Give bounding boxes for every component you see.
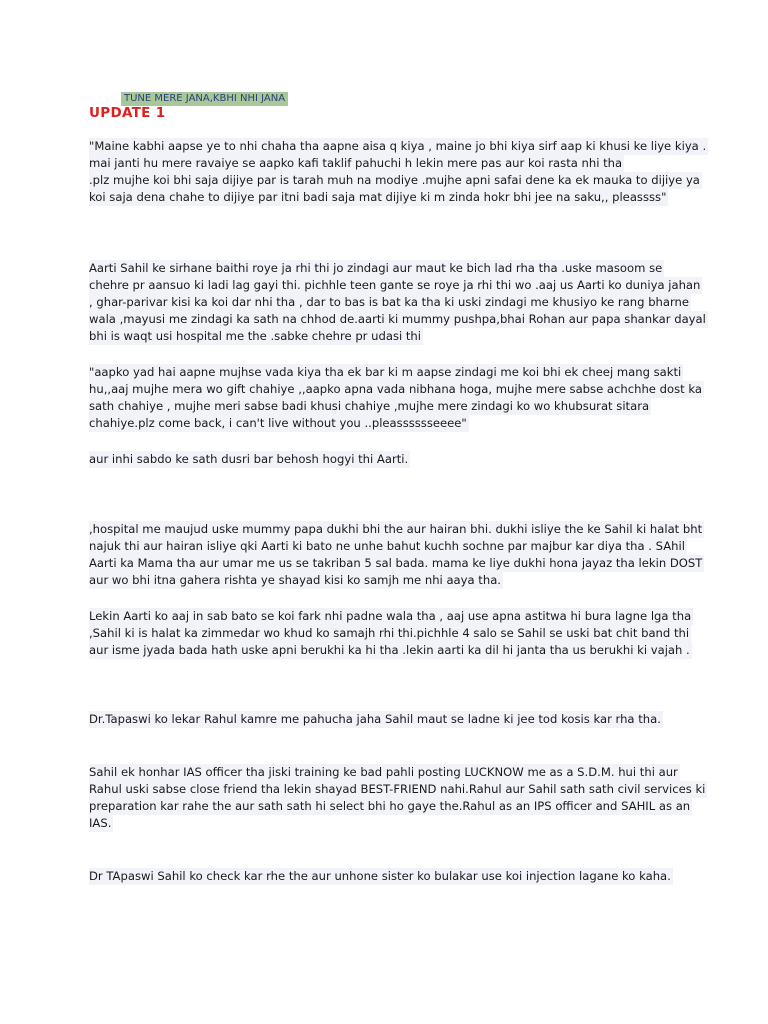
text-line: Dr TApaswi Sahil ko check kar rhe the aur unhone sister ko bulakar use koi injection lagane ko kaha.	[89, 869, 671, 883]
paragraph-4	[89, 451, 689, 468]
paragraph-9	[89, 868, 689, 885]
update-heading: UPDATE 1	[89, 105, 166, 121]
text-line: .plz mujhe koi bhi saja dijiye par is tarah muh na modiye .mujhe apni safai dene ka ek mauka to dijiye ya	[89, 173, 700, 187]
paragraph-7	[89, 711, 689, 728]
text-line: wala ,mayusi me zindagi ka sath na chhod de.aarti ki mummy pushpa,bhai Rohan aur papa shankar dayal	[89, 312, 706, 326]
paragraph-1	[89, 138, 707, 206]
text-line: chehre pr aansuo ki ladi lag gayi thi. pichhle teen gante se roye ja rhi thi wo .aaj us Aarti ko duniya jahan	[89, 278, 701, 292]
text-line: Sahil ek honhar IAS officer tha jiski training ke bad pahli posting LUCKNOW me as a S.D.M. hui thi aur	[89, 765, 678, 779]
text-line: sath chahiye , mujhe meri sabse badi khusi chahiye ,mujhe mere zindagi ko wo khubsurat sitara	[89, 399, 650, 413]
text-line: Aarti ka Mama tha aur umar me us se takriban 5 sal bada. mama ke liye dukhi hona jayaz tha lekin DOST	[89, 556, 703, 570]
paragraph-3	[89, 364, 702, 432]
text-line: Dr.Tapaswi ko lekar Rahul kamre me pahucha jaha Sahil maut se ladne ki jee tod kosis kar rha tha.	[89, 712, 661, 726]
text-line: IAS.	[89, 816, 112, 830]
text-line: ,Sahil ki is halat ka zimmedar wo khud ko samajh rhi thi.pichhle 4 salo se Sahil se uski bat chit band thi	[89, 626, 690, 640]
text-line: "aapko yad hai aapne mujhse vada kiya tha ek bar ki m aapse zindagi me koi bhi ek cheej mang sakti	[89, 365, 682, 379]
paragraph-6	[89, 608, 692, 659]
text-line: mai janti hu mere ravaiye se aapko kafi taklif pahuchi h lekin mere pas aur koi rasta nhi tha	[89, 156, 623, 170]
text-line: chahiye.plz come back, i can't live without you ..pleasssssseeee"	[89, 416, 467, 430]
text-line: aur wo bhi itna gahera rishta ye shayad kisi ko samjh me nhi aaya tha.	[89, 573, 501, 587]
text-line: "Maine kabhi aapse ye to nhi chaha tha aapne aisa q kiya , maine jo bhi kiya sirf aap ki khusi ke liye kiya .	[89, 139, 707, 153]
paragraph-2	[89, 260, 706, 345]
paragraph-8	[89, 764, 706, 832]
text-line: najuk thi aur hairan isliye qki Aarti ki bato ne unhe bahut kuchh sochne par majbur kar diya tha . SAhil	[89, 539, 685, 553]
paragraph-5	[89, 521, 703, 589]
text-line: Aarti Sahil ke sirhane baithi roye ja rhi thi jo zindagi aur maut ke bich lad rha tha .uske masoom se	[89, 261, 663, 275]
text-line: hu,,aaj mujhe mera wo gift chahiye ,,aapko apna vada nibhana hoga, mujhe mere sabse achchhe dost ka	[89, 382, 702, 396]
text-line: ,hospital me maujud uske mummy papa dukhi bhi the aur hairan bhi. dukhi isliye the ke Sahil ki halat bht	[89, 522, 703, 536]
text-line: aur isme jyada bada hath uske apni berukhi ka hi tha .lekin aarti ka dil hi janta tha us berukhi ki vajah .	[89, 643, 690, 657]
text-line: Rahul uski sabse close friend tha lekin shayad BEST-FRIEND nahi.Rahul aur Sahil sath sath civil services ki	[89, 782, 706, 796]
text-line: , ghar-parivar kisi ka koi dar nhi tha , dar to bas is bat ka tha ki uski zindagi me khusiyo ke rang bharne	[89, 295, 690, 309]
text-line: Lekin Aarti ko aaj in sab bato se koi fark nhi padne wala tha , aaj use apna astitwa hi bura lagne lga tha	[89, 609, 692, 623]
text-line: koi saja dena chahe to dijiye par itni badi saja mat dijiye ki m zinda hokr bhi jee na saku,, pleassss"	[89, 190, 667, 204]
text-line: bhi is waqt usi hospital me the .sabke chehre pr udasi thi	[89, 329, 422, 343]
text-line: preparation kar rahe the aur sath sath hi select bhi ho gaye the.Rahul as an IPS officer and SAHIL as an	[89, 799, 691, 813]
story-title-banner: TUNE MERE JANA,KBHI NHI JANA	[121, 92, 288, 106]
text-line: aur inhi sabdo ke sath dusri bar behosh hogyi thi Aarti.	[89, 452, 409, 466]
